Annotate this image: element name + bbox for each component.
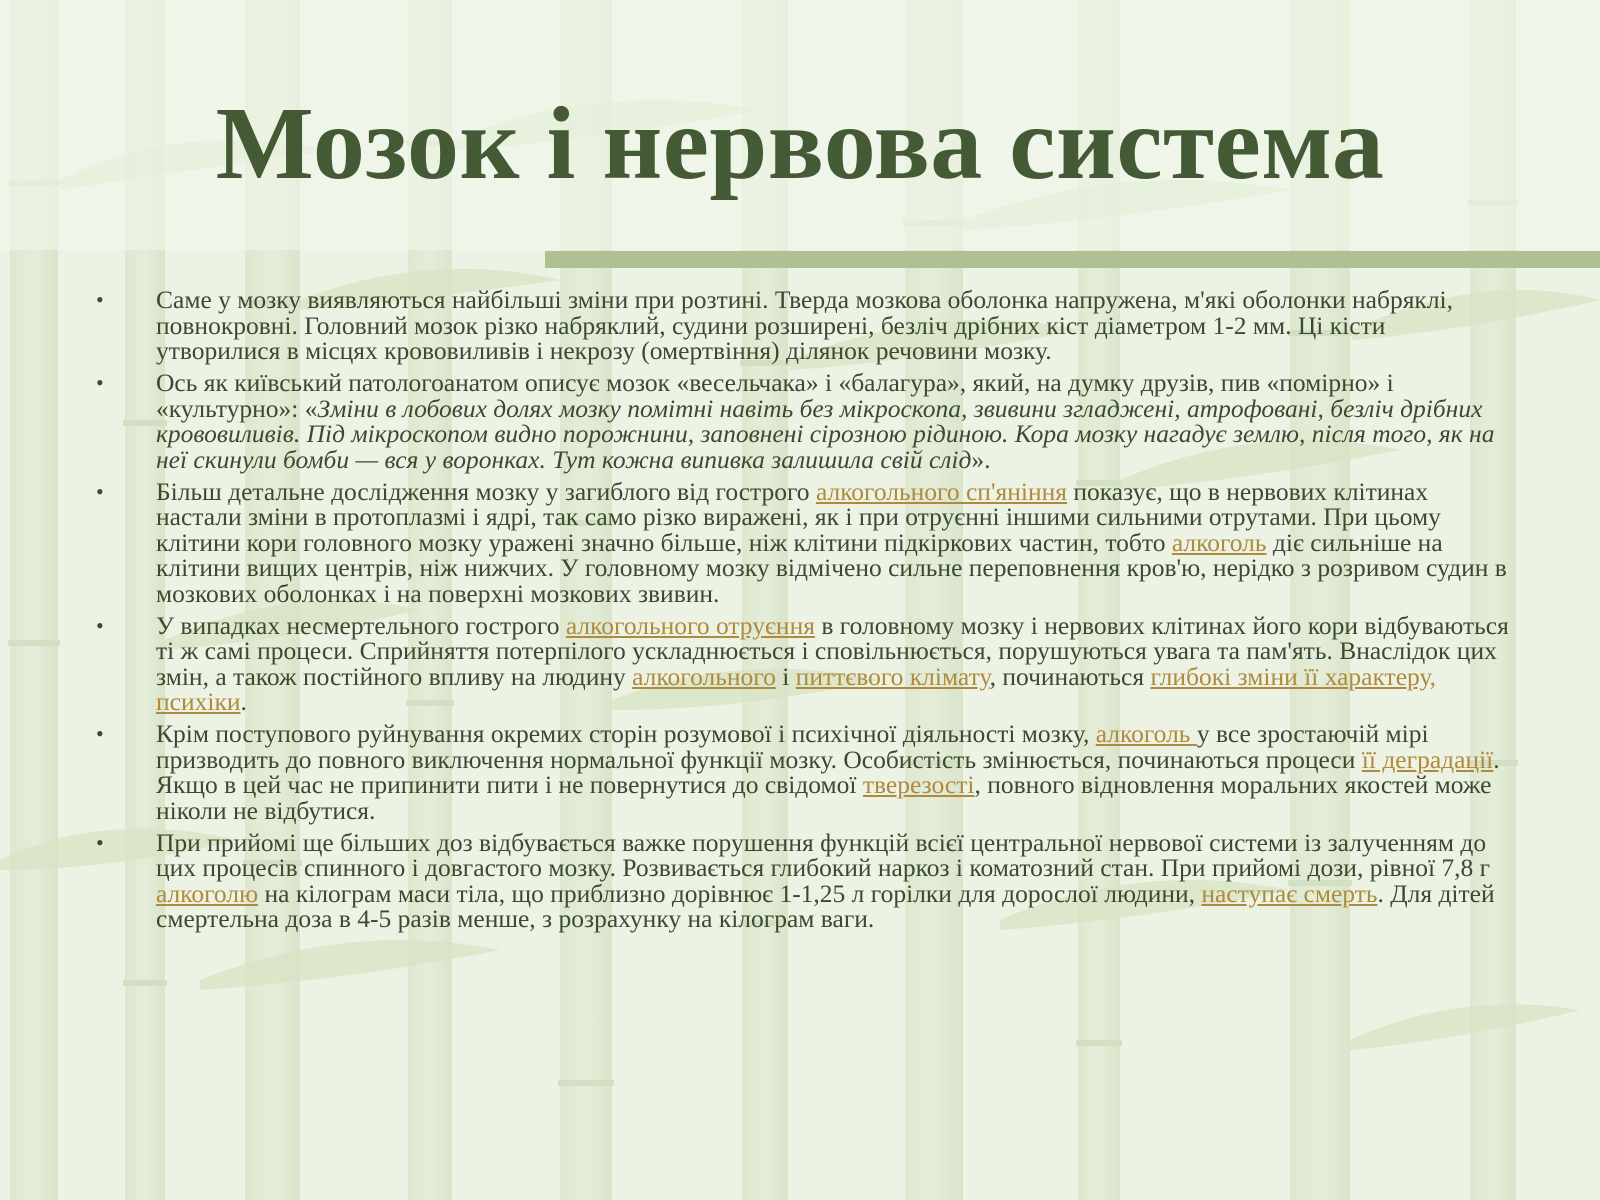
bullet-dot-icon: • xyxy=(96,287,104,312)
link-death-occurs[interactable]: наступає смерть xyxy=(1201,878,1378,908)
paragraph-text: на кілограм маси тіла, що приблизно дорівнює 1-1,25 л горілки для дорослої людини, xyxy=(258,878,1202,908)
slide-title: Мозок і нервова система xyxy=(215,86,1385,201)
paragraph-text: . xyxy=(240,687,247,716)
link-alcohol-poisoning[interactable]: алкогольного отруєння xyxy=(565,610,815,640)
bullet-item-6 xyxy=(90,827,1515,933)
paragraph-text: Саме у мозку виявляються найбільші зміни при розтині. Тверда мозкова оболонка напружена, м'які оболонки набряклі, повнокровні. Головний мозок різко набряклий, судини розширені, безліч дрібних кіст діаметром 1-2 мм. Ці кісти утворилися в місцях крововиливів і некрозу (омертвіння) ділянок речовини мозку. xyxy=(156,285,1454,365)
link-degradation[interactable]: її деградації xyxy=(1361,744,1494,774)
link-alcoholic[interactable]: алкогольного xyxy=(632,661,776,691)
bullet-item-2 xyxy=(90,370,1515,472)
bullet-dot-icon: • xyxy=(96,612,104,638)
paragraph-text: Більш детальне дослідження мозку у загиблого від гострого xyxy=(156,476,816,506)
paragraph-text: Крім поступового руйнування окремих сторін розумової і психічної діяльності мозку, xyxy=(156,719,1096,748)
title-divider xyxy=(545,251,1600,268)
paragraph-text: і xyxy=(775,661,796,691)
link-sobriety[interactable]: тверезості xyxy=(862,770,975,799)
quote-italic-text: Зміни в лобових долях мозку помітні навіть без мікроскопа, звивини згладжені, атрофовані, безліч дрібних крововиливів. Під мікроскопом видно порожнини, заповнені сірозною рідиною. Кора мозку нагадує землю, після того, як на неї скинули бомби — вся у воронках. Тут кожна випивка залишила свій слід xyxy=(156,393,1495,474)
link-alcohol-intoxication[interactable]: алкогольного сп'яніння xyxy=(815,476,1068,506)
paragraph-text: У випадках несмертельного гострого xyxy=(156,610,566,640)
link-alcohol[interactable]: алкоголь xyxy=(1095,719,1197,748)
bullet-item-4 xyxy=(90,610,1515,716)
link-alcohol-dose[interactable]: алкоголю xyxy=(156,878,259,908)
paragraph-text: у все зростаючій мірі призводить до повного виключення нормальної функції мозку. Особистість змінюється, починаються процеси xyxy=(156,719,1429,774)
paragraph-text: показує, що в нервових клітинах настали зміни в протоплазмі і ядрі, так само різко виражені, як і при отруєнні іншими сильними отрутами. При цьому клітини кори головного мозку уражені значно більше, ніж клітини підкіркових частин, тобто xyxy=(156,476,1441,557)
bullet-item-5 xyxy=(90,721,1515,823)
paragraph-text: діє сильніше на клітини вищих центрів, ніж нижчих. У головному мозку відмічено сильне переповнення кров'ю, нерідко з розривом судин в мозкових оболонках і на поверхні мозкових звивин. xyxy=(156,527,1507,608)
paragraph-text: При прийомі ще більших доз відбувається важке порушення функцій всієї центральної нервової системи із залученням до цих процесів спинного і довгастого мозку. Розвивається глибокий наркоз і коматозний стан. При прийомі дози, рівної 7,8 г xyxy=(156,827,1491,882)
link-character-changes[interactable]: глибокі зміни її характеру, психіки xyxy=(156,661,1436,716)
paragraph-text: . Якщо в цей час не припинити пити і не повернутися до свідомої xyxy=(156,744,1500,799)
paragraph-text: в головному мозку і нервових клітинах його кори відбуваються ті ж самі процеси. Сприйняття потерпілого ускладнюється і сповільнюється, порушуються увага та пам'ять. Внаслідок цих змін, а також постійного впливу на людину xyxy=(156,610,1509,691)
paragraph-text: Ось як київський патологоанатом описує мозок «весельчака» і «балагура», який, на думку друзів, пив «помірно» і «культурно»: « xyxy=(156,368,1394,423)
bullet-dot-icon: • xyxy=(96,721,104,746)
bullet-dot-icon: • xyxy=(96,478,104,504)
paragraph-text: . Для дітей смертельна доза в 4-5 разів менше, з розрахунку на кілограм ваги. xyxy=(156,878,1495,933)
bullet-item-1 xyxy=(90,287,1515,364)
paragraph-text: , починаються xyxy=(989,661,1151,691)
link-drinking-climate[interactable]: питтєвого клімату xyxy=(795,661,990,691)
link-alcohol[interactable]: алкоголь xyxy=(1171,527,1267,557)
bullet-dot-icon: • xyxy=(96,370,104,395)
paragraph-text: , повного відновлення моральних якостей може ніколи не відбутися. xyxy=(156,770,1492,825)
bullet-list xyxy=(90,287,1515,938)
bullet-item-3 xyxy=(90,476,1515,608)
bullet-dot-icon: • xyxy=(96,829,104,855)
paragraph-text: ». xyxy=(971,444,991,474)
